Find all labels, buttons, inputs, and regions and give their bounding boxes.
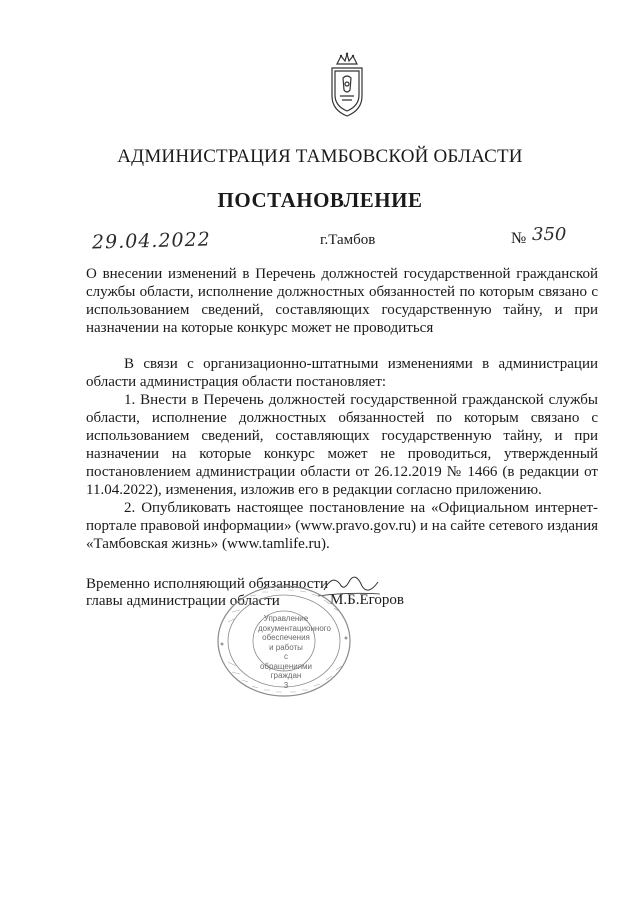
document-type-title: ПОСТАНОВЛЕНИЕ	[217, 188, 423, 212]
organization-title: АДМИНИСТРАЦИЯ ТАМБОВСКОЙ ОБЛАСТИ	[117, 146, 523, 167]
body-paragraph: 2. Опубликовать настоящее постановление на «Официальном интернет-портале правовой информации» (www.pravo.gov.ru) и на сайте сетевого издания «Тамбовская жизнь» (www.tamlife.ru).	[86, 500, 598, 552]
stamp-line: с обращениями	[259, 652, 313, 671]
document-subject: О внесении изменений в Перечень должностей государственной гражданской службы области, исполнение должностных обязанностей по которым связано с использованием сведений, составляющих государственную тайну, и при назначении на которые конкурс может не проводиться	[86, 266, 598, 336]
stamp-line: обеспечения	[262, 633, 310, 642]
number-prefix: №	[511, 230, 527, 247]
body-paragraph: 1. Внести в Перечень должностей государственной гражданской службы области, исполнение должностных обязанностей по которым связано с использованием сведений, составляющих государственную тайну, и при назначении на которые конкурс может не проводиться, утвержденный постановлением администрации области от 26.12.2019 № 1466 (в редакции от 11.04.2022), изменения, изложив его в редакции согласно приложению.	[86, 392, 598, 498]
document-date: 29.04.2022	[91, 228, 212, 254]
signatory-name: М.Б.Егоров	[330, 592, 404, 608]
document-number: 350	[532, 224, 567, 245]
stamp-line: и работы	[269, 642, 303, 652]
signatory-position-line1: Временно исполняющий обязанности	[86, 576, 329, 592]
stamp-line: Управление	[263, 614, 309, 623]
stamp-text	[258, 614, 331, 690]
stamp-line: документационного	[258, 623, 331, 633]
coat-of-arms-icon	[323, 50, 371, 120]
body-paragraph: В связи с организационно-штатными изменениями в администрации области администрация области постановляет:	[86, 356, 598, 390]
stamp-line: 3	[283, 680, 289, 690]
signatory-position-line2: главы администрации области	[86, 593, 280, 609]
document-city: г.Тамбов	[320, 232, 376, 248]
document-body	[86, 355, 598, 553]
stamp-line: граждан	[270, 671, 302, 680]
